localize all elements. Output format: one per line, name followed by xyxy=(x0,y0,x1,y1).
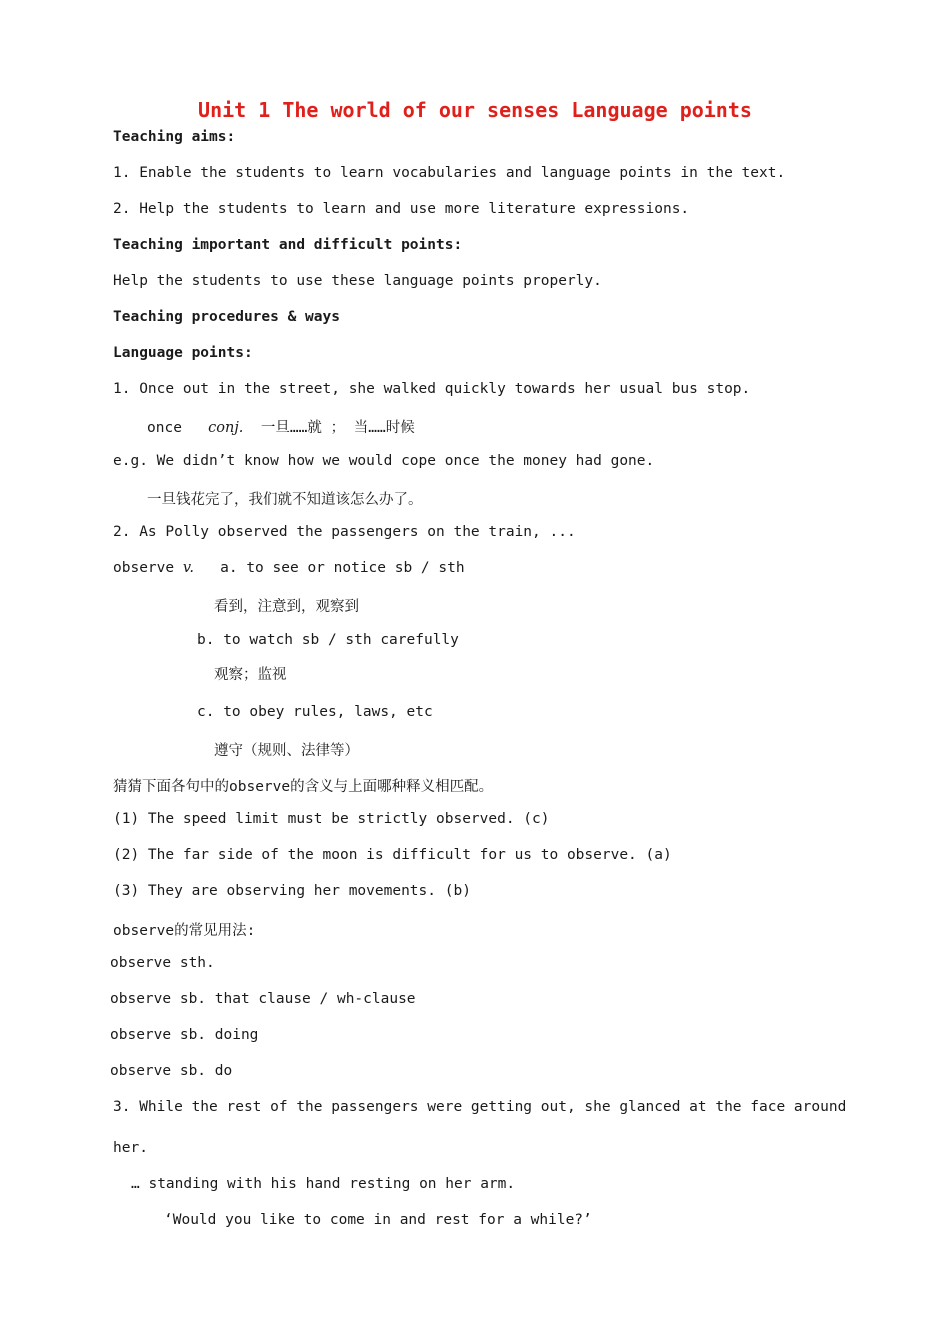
point-2-def-c-cn: 遵守（规则、法律等） xyxy=(214,743,359,759)
aim-item-2: 2. Help the students to learn and use more literature expressions. xyxy=(113,201,690,217)
point-3-sub-2: ‘Would you like to come in and rest for a while?’ xyxy=(164,1212,592,1228)
point-1-example-en: e.g. We didn’t know how we would cope once the money had gone. xyxy=(113,453,655,469)
point-1-sentence: 1. Once out in the street, she walked quickly towards her usual bus stop. xyxy=(113,381,751,397)
point-1-pos: conj. xyxy=(208,420,244,436)
point-2-word: observe xyxy=(113,560,175,576)
point-3-sentence-line-2: her. xyxy=(113,1140,148,1156)
point-2-def-a-en: a. to see or notice sb / sth xyxy=(220,560,465,576)
important-points-text: Help the students to use these language points properly. xyxy=(113,273,602,289)
point-1-meaning: 一旦……就 ； 当……时候 xyxy=(260,420,415,436)
language-points-heading: Language points: xyxy=(113,345,253,361)
important-points-heading: Teaching important and difficult points: xyxy=(113,237,463,253)
point-2-def-b-en: b. to watch sb / sth carefully xyxy=(197,632,459,648)
page-title: Unit 1 The world of our senses Language points xyxy=(198,98,752,122)
usage-3: observe sb. doing xyxy=(110,1027,259,1043)
point-2-definition-a xyxy=(113,560,465,576)
point-2-def-c-en: c. to obey rules, laws, etc xyxy=(197,704,433,720)
point-2-def-a-cn: 看到，注意到，观察到 xyxy=(214,599,359,615)
point-3-sub-1: … standing with his hand resting on her arm. xyxy=(131,1176,516,1192)
usage-heading: observe的常见用法: xyxy=(113,923,256,939)
point-2-sentence: 2. As Polly observed the passengers on the train, ... xyxy=(113,524,576,540)
point-2-def-b-cn: 观察；监视 xyxy=(214,667,287,683)
teaching-aims-heading: Teaching aims: xyxy=(113,129,236,145)
usage-4: observe sb. do xyxy=(110,1063,233,1079)
point-2-pos: v. xyxy=(182,560,194,576)
usage-1: observe sth. xyxy=(110,955,215,971)
usage-2: observe sb. that clause / wh-clause xyxy=(110,991,416,1007)
aim-item-1: 1. Enable the students to learn vocabularies and language points in the text. xyxy=(113,165,786,181)
point-3-sentence-line-1: 3. While the rest of the passengers were getting out, she glanced at the face around xyxy=(113,1099,847,1115)
procedures-heading: Teaching procedures & ways xyxy=(113,309,340,325)
guess-prompt: 猜猜下面各句中的observe的含义与上面哪种释义相匹配。 xyxy=(113,779,494,795)
exercise-3: (3) They are observing her movements. (b) xyxy=(113,883,471,899)
point-1-word: once xyxy=(147,420,182,436)
point-1-definition xyxy=(147,416,415,437)
exercise-2: (2) The far side of the moon is difficult for us to observe. (a) xyxy=(113,847,672,863)
point-1-example-cn: 一旦钱花完了，我们就不知道该怎么办了。 xyxy=(147,492,423,508)
exercise-1: (1) The speed limit must be strictly observed. (c) xyxy=(113,811,550,827)
